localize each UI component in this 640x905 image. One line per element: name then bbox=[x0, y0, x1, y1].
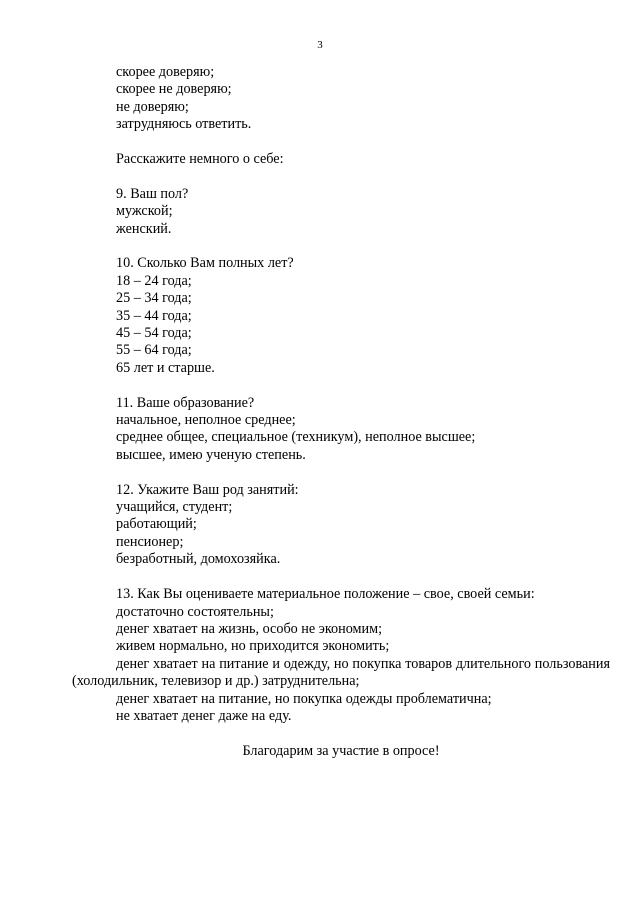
option-text: 45 – 54 года; bbox=[116, 325, 192, 342]
option-text: 65 лет и старше. bbox=[116, 359, 215, 376]
option-text: работающий; bbox=[116, 516, 197, 533]
question-title: 11. Ваше образование? bbox=[116, 394, 255, 411]
option-text: безработный, домохозяйка. bbox=[116, 551, 281, 568]
question-11 bbox=[72, 395, 610, 465]
question-title: 13. Как Вы оцениваете материальное положение – свое, своей семьи: bbox=[116, 586, 535, 603]
option-text: достаточно состоятельны; bbox=[116, 603, 274, 620]
option-text: мужской; bbox=[116, 203, 173, 220]
option-text: высшее, имею ученую степень. bbox=[116, 446, 306, 463]
survey-content bbox=[72, 64, 610, 760]
question-title: 12. Укажите Ваш род занятий: bbox=[116, 481, 299, 498]
option-text: 18 – 24 года; bbox=[116, 272, 192, 289]
option-text: женский. bbox=[116, 220, 172, 237]
option-text: среднее общее, специальное (техникум), неполное высшее; bbox=[116, 429, 476, 446]
page-number: 3 bbox=[317, 39, 323, 51]
option-text: начальное, неполное среднее; bbox=[116, 412, 296, 429]
about-intro: Расскажите немного о себе: bbox=[116, 151, 284, 168]
thanks-message: Благодарим за участие в опросе! bbox=[242, 742, 440, 759]
option-text: учащийся, студент; bbox=[116, 499, 233, 516]
option-text: денег хватает на питание и одежду, но покупка товаров длительного пользования (холодильник, телевизор и др.) затруднительна; bbox=[72, 655, 610, 690]
option-text: 35 – 44 года; bbox=[116, 307, 192, 324]
question-9 bbox=[72, 186, 610, 238]
option-text: не хватает денег даже на еду. bbox=[116, 707, 292, 724]
question-12 bbox=[72, 482, 610, 569]
option-text: пенсионер; bbox=[116, 533, 184, 550]
option-text: не доверяю; bbox=[116, 98, 189, 115]
question-title: 9. Ваш пол? bbox=[116, 185, 189, 202]
question-10 bbox=[72, 255, 610, 377]
option-text: живем нормально, но приходится экономить; bbox=[116, 638, 390, 655]
option-text: скорее доверяю; bbox=[116, 64, 215, 80]
option-text: 25 – 34 года; bbox=[116, 290, 192, 307]
option-text: денег хватает на жизнь, особо не экономим; bbox=[116, 620, 383, 637]
option-text: скорее не доверяю; bbox=[116, 81, 232, 98]
option-text: 55 – 64 года; bbox=[116, 342, 192, 359]
question-title: 10. Сколько Вам полных лет? bbox=[116, 255, 294, 272]
option-text: денег хватает на питание, но покупка одежды проблематична; bbox=[116, 690, 492, 707]
option-text: затрудняюсь ответить. bbox=[116, 116, 252, 133]
question-13 bbox=[72, 586, 610, 725]
prev-question-options bbox=[72, 64, 610, 134]
